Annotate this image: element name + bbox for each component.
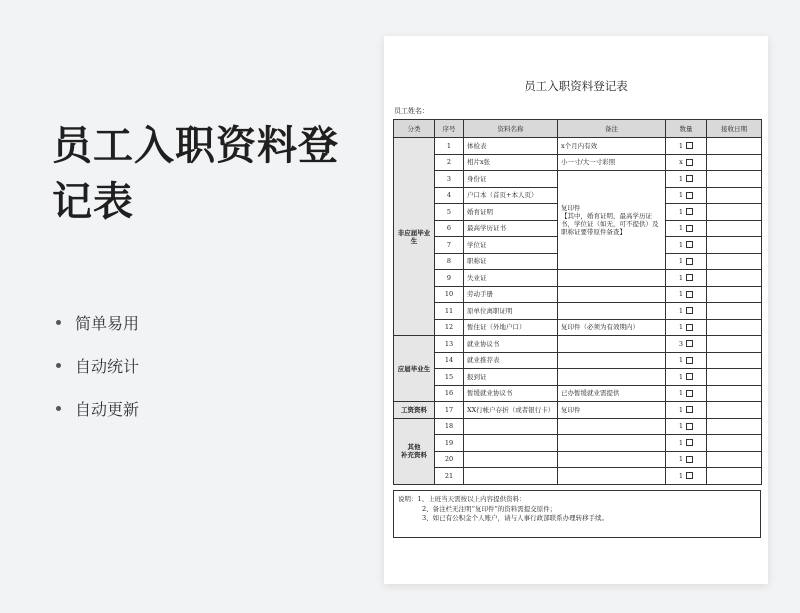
quantity-cell [666,451,707,468]
checkbox-icon[interactable] [686,241,693,248]
checkbox-icon[interactable] [686,340,693,347]
feature-item [56,398,139,441]
quantity-value: 1 [678,306,684,315]
item-name: 职称证 [464,253,558,270]
row-number: 15 [435,369,464,386]
checkbox-icon[interactable] [686,192,693,199]
table-header-row [394,120,762,138]
receive-date-cell[interactable] [707,286,762,303]
table-row [394,352,762,369]
category-line: 其他 [407,443,421,451]
row-number: 16 [435,385,464,402]
quantity-cell [666,204,707,221]
notes-box [393,490,761,538]
quantity-value: 1 [678,471,684,480]
table-row [394,270,762,287]
quantity-value: 1 [678,257,684,266]
note-line: 2、备注栏无注明“复印件”的资料需提交原件； [422,504,557,513]
feature-list [56,312,139,441]
receive-date-cell[interactable] [707,220,762,237]
checkbox-icon[interactable] [686,208,693,215]
quantity-cell [666,286,707,303]
quantity-value: 1 [678,422,684,431]
quantity-value: 1 [678,455,684,464]
quantity-value: 1 [678,224,684,233]
checkbox-icon[interactable] [686,406,693,413]
receive-date-cell[interactable] [707,187,762,204]
item-note [558,270,666,287]
item-note: 复印件 [558,402,666,419]
quantity-value: 1 [678,389,684,398]
receive-date-cell[interactable] [707,237,762,254]
quantity-cell [666,220,707,237]
row-number: 5 [435,204,464,221]
bullet-icon [56,363,61,368]
row-number: 11 [435,303,464,320]
row-number: 19 [435,435,464,452]
item-name: 身份证 [464,171,558,188]
quantity-cell [666,369,707,386]
item-name: 户口本（首页+本人页） [464,187,558,204]
table-row [394,435,762,452]
item-name: 报到证 [464,369,558,386]
quantity-value: 1 [678,356,684,365]
column-header: 分类 [394,120,435,138]
item-name: 失业证 [464,270,558,287]
receive-date-cell[interactable] [707,418,762,435]
quantity-cell [666,171,707,188]
receive-date-cell[interactable] [707,352,762,369]
item-note[interactable] [558,451,666,468]
item-note [558,369,666,386]
checkbox-icon[interactable] [686,159,693,166]
receive-date-cell[interactable] [707,336,762,353]
row-number: 7 [435,237,464,254]
table-row [394,138,762,155]
table-row [394,418,762,435]
receive-date-cell[interactable] [707,303,762,320]
checkbox-icon[interactable] [686,291,693,298]
item-name[interactable] [464,418,558,435]
quantity-cell [666,418,707,435]
row-number: 14 [435,352,464,369]
item-note[interactable] [558,418,666,435]
receive-date-cell[interactable] [707,435,762,452]
quantity-cell [666,435,707,452]
quantity-value: 1 [678,174,684,183]
column-header: 接收日期 [707,120,762,138]
quantity-cell [666,319,707,336]
item-name[interactable] [464,451,558,468]
item-name: 婚育证明 [464,204,558,221]
quantity-value: 1 [678,290,684,299]
bullet-icon [56,406,61,411]
receive-date-cell[interactable] [707,270,762,287]
category-cell: 非应届毕业生 [394,138,435,336]
note-line: 说明：1、上班当天需按以上内容提供资料： [398,495,526,503]
checkbox-icon[interactable] [686,456,693,463]
checkbox-icon[interactable] [686,142,693,149]
receive-date-cell[interactable] [707,171,762,188]
receive-date-cell[interactable] [707,138,762,155]
item-name: 劳动手册 [464,286,558,303]
checkbox-icon[interactable] [686,307,693,314]
feature-item [56,312,139,355]
checkbox-icon[interactable] [686,175,693,182]
item-note [558,352,666,369]
quantity-cell [666,154,707,171]
checkbox-icon[interactable] [686,225,693,232]
document-preview [384,36,768,584]
quantity-value: 3 [678,339,684,348]
table-row [394,369,762,386]
page-headline: 员工入职资料登记表 [52,123,339,225]
category-cell: 应届毕业生 [394,336,435,402]
row-number: 9 [435,270,464,287]
row-number: 13 [435,336,464,353]
item-note: 复印件（必须为有效期内） [558,319,666,336]
item-note [558,303,666,320]
bullet-icon [56,320,61,325]
quantity-cell [666,303,707,320]
merged-note-line: 【其中，婚育证明，最高学历证书，学位证（如无，可不提供）及职称证要带原件备查】 [561,212,659,236]
quantity-value: 1 [678,141,684,150]
checkbox-icon[interactable] [686,373,693,380]
quantity-value: x [679,158,683,167]
category-line: 补充资料 [401,451,427,459]
row-number: 20 [435,451,464,468]
item-name: 原单位离职证明 [464,303,558,320]
row-number: 6 [435,220,464,237]
item-note[interactable] [558,435,666,452]
receive-date-cell[interactable] [707,385,762,402]
checkbox-icon[interactable] [686,439,693,446]
records-table [393,119,762,485]
item-name[interactable] [464,435,558,452]
quantity-value: 1 [678,273,684,282]
item-name: 学位证 [464,237,558,254]
merged-note [558,171,666,270]
item-name: 最高学历证书 [464,220,558,237]
quantity-cell [666,468,707,485]
quantity-value: 1 [678,240,684,249]
document-title: 员工入职资料登记表 [524,79,628,93]
quantity-cell [666,237,707,254]
quantity-value: 1 [678,191,684,200]
quantity-cell [666,352,707,369]
column-header: 备注 [558,120,666,138]
row-number: 3 [435,171,464,188]
feature-label: 简单易用 [75,314,140,333]
quantity-cell [666,385,707,402]
item-name[interactable] [464,468,558,485]
table-row [394,286,762,303]
row-number: 21 [435,468,464,485]
item-name: 相片x张 [464,154,558,171]
quantity-cell [666,402,707,419]
receive-date-cell[interactable] [707,468,762,485]
employee-name-label: 员工姓名： [394,107,429,115]
checkbox-icon[interactable] [686,324,693,331]
table-row [394,303,762,320]
checkbox-icon[interactable] [686,258,693,265]
quantity-cell [666,270,707,287]
item-name: 暂缓就业协议书 [464,385,558,402]
checkbox-icon[interactable] [686,472,693,479]
item-note: 小一寸/大一寸彩照 [558,154,666,171]
table-row [394,385,762,402]
checkbox-icon[interactable] [686,357,693,364]
checkbox-icon[interactable] [686,274,693,281]
category-cell [394,418,435,484]
table-row [394,468,762,485]
item-name: 就业推荐表 [464,352,558,369]
table-row [394,171,762,188]
column-header: 数量 [666,120,707,138]
row-number: 1 [435,138,464,155]
table-row [394,402,762,419]
quantity-value: 1 [678,323,684,332]
table-row [394,154,762,171]
quantity-cell [666,138,707,155]
row-number: 2 [435,154,464,171]
row-number: 4 [435,187,464,204]
receive-date-cell[interactable] [707,253,762,270]
category-cell: 工资资料 [394,402,435,419]
quantity-value: 1 [678,372,684,381]
receive-date-cell[interactable] [707,154,762,171]
quantity-cell [666,253,707,270]
feature-label: 自动更新 [75,400,140,419]
item-name: 暂住证（外地户口） [464,319,558,336]
item-name: XX行帐户存折（或者银行卡） [464,402,558,419]
table-row [394,319,762,336]
quantity-value: 1 [678,207,684,216]
row-number: 18 [435,418,464,435]
receive-date-cell[interactable] [707,204,762,221]
row-number: 8 [435,253,464,270]
column-header: 资料名称 [464,120,558,138]
row-number: 10 [435,286,464,303]
item-note: 已办暂缓就业需提供 [558,385,666,402]
item-note: x个月内有效 [558,138,666,155]
receive-date-cell[interactable] [707,402,762,419]
note-line: 3、如已有公积金个人账户，请与人事行政部联系办理转移手续。 [422,514,609,522]
checkbox-icon[interactable] [686,390,693,397]
receive-date-cell[interactable] [707,369,762,386]
table-row [394,336,762,353]
table-row [394,451,762,468]
checkbox-icon[interactable] [686,423,693,430]
quantity-cell [666,336,707,353]
row-number: 12 [435,319,464,336]
quantity-value: 1 [678,438,684,447]
quantity-value: 1 [678,405,684,414]
receive-date-cell[interactable] [707,319,762,336]
feature-label: 自动统计 [75,357,140,376]
row-number: 17 [435,402,464,419]
merged-note-line: 复印件 [561,204,581,212]
item-name: 就业协议书 [464,336,558,353]
item-note [558,336,666,353]
feature-item [56,355,139,398]
item-note[interactable] [558,468,666,485]
item-name: 体检表 [464,138,558,155]
quantity-cell [666,187,707,204]
item-note [558,286,666,303]
receive-date-cell[interactable] [707,451,762,468]
column-header: 序号 [435,120,464,138]
